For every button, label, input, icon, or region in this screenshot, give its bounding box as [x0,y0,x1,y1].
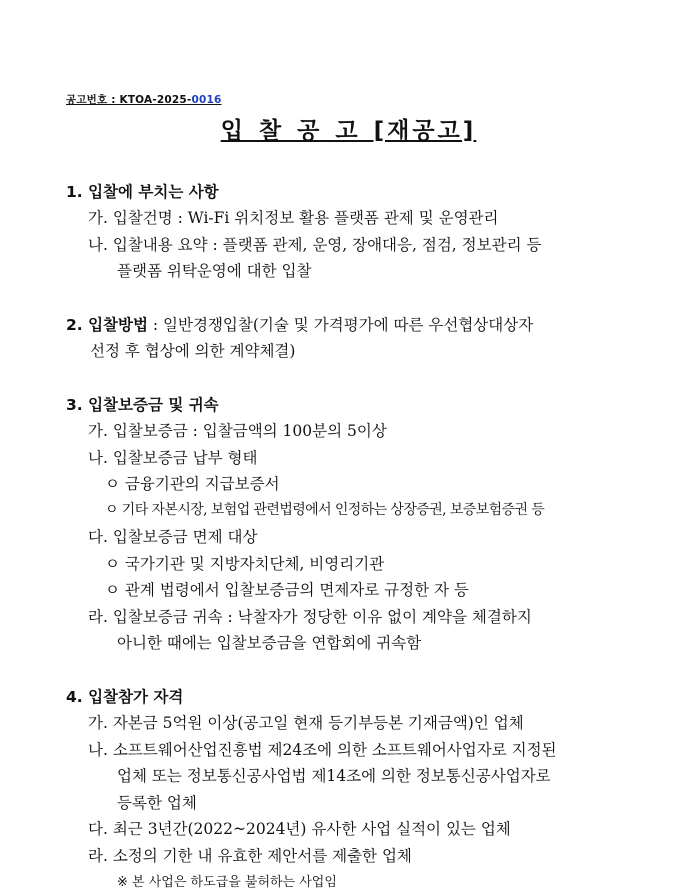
section-3-item-c-bullet-1: ㅇ 국가기관 및 지방자치단체, 비영리기관 [105,555,385,573]
section-2-heading: 2. 입찰방법 [66,316,148,334]
section-3-item-c: 다. 입찰보증금 면제 대상 [88,528,258,546]
section-3-item-d-cont: 아니한 때에는 입찰보증금을 연합회에 귀속함 [117,634,422,652]
section-3-item-b-bullet-2: ㅇ 기타 자본시장, 보험업 관련법령에서 인정하는 상장증권, 보증보험증권 등 [105,502,545,518]
section-1-heading: 1. 입찰에 부치는 사항 [66,183,219,201]
section-3-item-a: 가. 입찰보증금 : 입찰금액의 100분의 5이상 [88,422,387,440]
page-title: 입 찰 공 고 [재공고] [220,118,477,144]
section-3-item-b-bullet-1: ㅇ 금융기관의 지급보증서 [105,475,280,493]
section-4-note: ※ 본 사업은 하도급을 불허하는 사업임 [117,875,337,890]
section-1-item-b: 나. 입찰내용 요약 : 플랫폼 관제, 운영, 장애대응, 점검, 정보관리 등 [88,236,542,254]
notice-serial: 0016 [191,94,222,106]
section-3-item-b: 나. 입찰보증금 납부 형태 [88,449,258,467]
section-2-line-2: 선정 후 협상에 의한 계약체결) [90,342,296,360]
section-4-item-d: 라. 소정의 기한 내 유효한 제안서를 제출한 업체 [88,847,412,865]
section-3-heading: 3. 입찰보증금 및 귀속 [66,396,219,414]
section-4-item-c: 다. 최근 3년간(2022~2024년) 유사한 사업 실적이 있는 업체 [88,820,511,838]
section-3-item-d: 라. 입찰보증금 귀속 : 낙찰자가 정당한 이유 없이 계약을 체결하지 [88,608,532,626]
section-4-heading: 4. 입찰참가 자격 [66,688,184,706]
notice-number-label [66,92,222,107]
section-3-item-c-bullet-2: ㅇ 관계 법령에서 입찰보증금의 면제자로 규정한 자 등 [105,581,469,599]
section-1-item-b-cont: 플랫폼 위탁운영에 대한 입찰 [117,262,312,280]
section-2-text: : 일반경쟁입찰(기술 및 가격평가에 따른 우선협상대상자 [147,316,534,334]
section-2-line-1 [66,313,533,335]
section-1-item-a: 가. 입찰건명 : Wi-Fi 위치정보 활용 플랫폼 관제 및 운영관리 [88,209,499,227]
section-4-item-a: 가. 자본금 5억원 이상(공고일 현재 등기부등본 기재금액)인 업체 [88,714,524,732]
section-4-item-b-cont-1: 업체 또는 정보통신공사업법 제14조에 의한 정보통신공사업자로 [117,767,551,785]
section-4-item-b-cont-2: 등록한 업체 [117,794,197,812]
section-4-item-b: 나. 소프트웨어산업진흥법 제24조에 의한 소프트웨어사업자로 지정된 [88,741,557,759]
notice-prefix: 공고번호 : KTOA-2025- [66,94,192,106]
